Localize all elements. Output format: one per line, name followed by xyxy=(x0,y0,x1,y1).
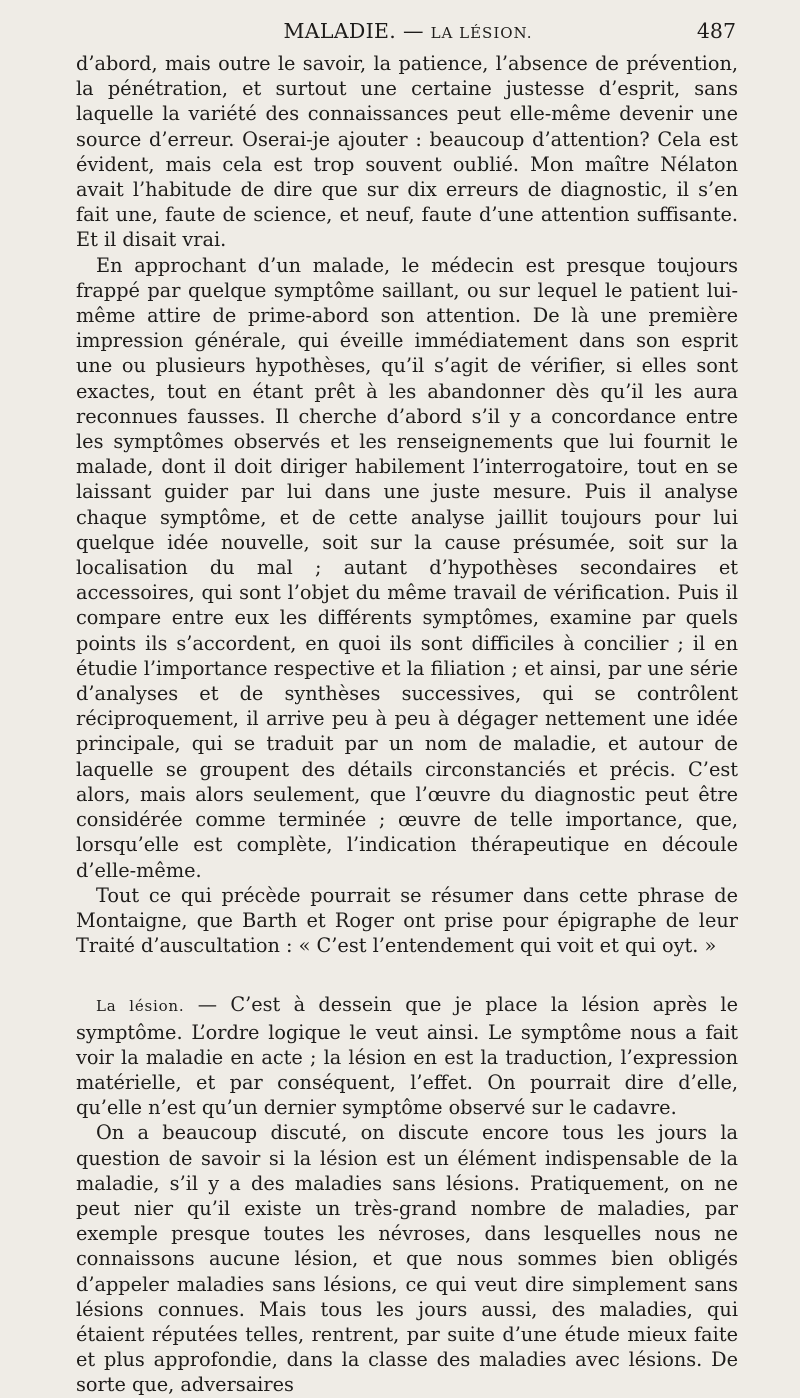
paragraph-2: En approchant d’un malade, le médecin est presque toujours frappé par quelque symptôme saillant, ou sur lequel le patient lui-même attire de prime-abord son attention. De là une première impression générale, qui éveille immédiatement dans son esprit une ou plusieurs hypothèses, qu’il s’agit de vérifier, si elles sont exactes, tout en étant prêt à les abandonner dès qu’il les aura reconnues fausses. Il cherche d’abord s’il y a concordance entre les symptômes observés et les renseignements que lui fournit le malade, dont il doit diriger habilement l’interrogatoire, tout en se laissant guider par lui dans une juste mesure. Puis il analyse chaque symptôme, et de cette analyse jaillit toujours pour lui quelque idée nouvelle, soit sur la cause présumée, soit sur la localisation du mal ; autant d’hypothèses secondaires et accessoires, qui sont l’objet du même travail de vérification. Puis il compare entre eux les différents symptômes, examine par quels points ils s’accordent, en quoi ils sont difficiles à concilier ; il en étudie l’importance respective et la filiation ; et ainsi, par une série d’analyses et de synthèses successives, qui se contrôlent réciproquement, il arrive peu à peu à dégager nettement une idée principale, qui se traduit par un nom de maladie, et autour de laquelle se groupent des détails circonstanciés et précis. C’est alors, mais alors seulement, que l’œuvre du diagnostic peut être considérée comme terminée ; œuvre de telle importance, que, lorsqu’elle est complète, l’indication thérapeutique en découle d’elle-même. xyxy=(76,253,738,882)
section-paragraph-2: On a beaucoup discuté, on discute encore tous les jours la question de savoir si la lésion est un élément indispensable de la maladie, s’il y a des maladies sans lésions. Pratiquement, on ne peut nier qu’il existe un très-grand nombre de maladies, par exemple presque toutes les névroses, dans lesquelles nous ne connaissons aucune lésion, et que nous sommes bien obligés d’appeler maladies sans lésions, ce qui veut dire simplement sans lésions connues. Mais tous les jours aussi, des maladies, qui étaient réputées telles, rentrent, par suite d’une étude mieux faite et plus approfondie, dans la classe des maladies avec lésions. De sorte que, adversaires xyxy=(76,1121,738,1397)
running-head xyxy=(78,14,738,48)
section-paragraph-1 xyxy=(76,992,738,1120)
page-number: 487 xyxy=(696,19,736,43)
running-title xyxy=(78,14,738,50)
section-heading: La lésion. xyxy=(96,997,185,1016)
paragraph-1: d’abord, mais outre le savoir, la patience, l’absence de prévention, la pénétration, et surtout une certaine justesse d’esprit, sans laquelle la variété des connaissances peut elle-même devenir une source d’erreur. Oserai-je ajouter : beaucoup d’attention? Cela est évident, mais cela est trop souvent oublié. Mon maître Nélaton avait l’habitude de dire que sur dix erreurs de diagnostic, il s’en fait une, faute de science, et neuf, faute d’une attention suffisante. Et il disait vrai. xyxy=(76,52,738,252)
paragraph-3: Tout ce qui précède pourrait se résumer dans cette phrase de Montaigne, que Barth et Roger ont prise pour épigraphe de leur Traité d’auscultation : « C’est l’entendement qui voit et qui oyt. » xyxy=(76,883,738,958)
section-paragraph-1-text: — C’est à dessein que je place la lésion après le symptôme. L’ordre logique le veut ainsi. Le symptôme nous a fait voir la maladie en acte ; la lésion en est la traduction, l’expression matérielle, et par conséquent, l’effet. On pourrait dire d’elle, qu’elle n’est qu’un dernier symptôme observé sur le cadavre. xyxy=(76,993,738,1120)
running-title-main: MALADIE. — xyxy=(283,19,424,43)
body-text xyxy=(76,51,738,1398)
running-title-sub: LA LÉSION. xyxy=(430,24,533,42)
